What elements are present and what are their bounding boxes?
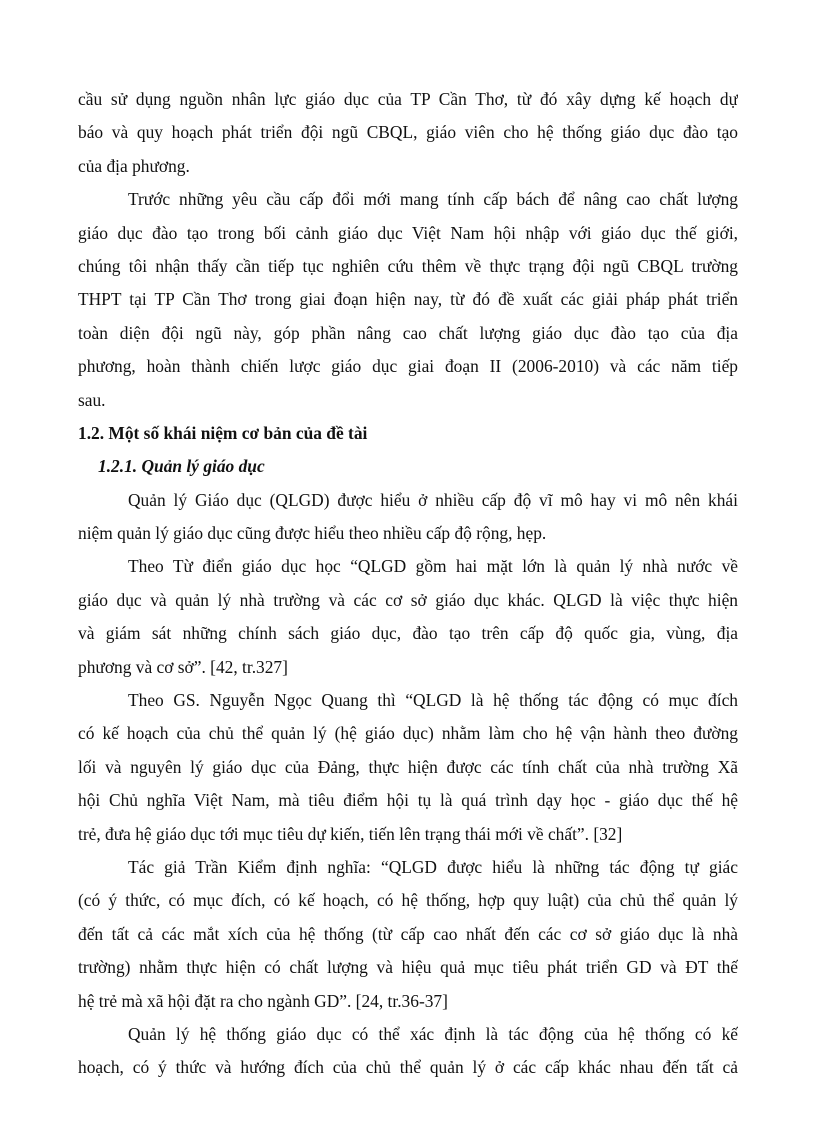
subsection-heading: 1.2.1. Quản lý giáo dục	[98, 456, 265, 477]
text-line: chúng tôi nhận thấy cần tiếp tục nghiên cứu thêm về thực trạng đội ngũ CBQL trường	[78, 255, 738, 276]
text-line: Theo Từ điển giáo dục học “QLGD gồm hai mặt lớn là quản lý nhà nước về	[128, 556, 738, 577]
text-line: Tác giả Trần Kiểm định nghĩa: “QLGD được hiểu là những tác động tự giác	[128, 856, 738, 877]
text-line: hệ trẻ mà xã hội đặt ra cho ngành GD”. [24, tr.36-37]	[78, 990, 448, 1011]
text-line: trẻ, đưa hệ giáo dục tới mục tiêu dự kiến, tiến lên trạng thái mới về chất”. [32]	[78, 823, 623, 844]
text-line: trường) nhằm thực hiện có chất lượng và hiệu quả mục tiêu phát triển GD và ĐT thế	[78, 957, 738, 978]
text-line: Quản lý Giáo dục (QLGD) được hiểu ở nhiều cấp độ vĩ mô hay vi mô nên khái	[128, 489, 738, 510]
text-line: sau.	[78, 389, 106, 410]
text-line: đến tất cả các mắt xích của hệ thống (từ cấp cao nhất đến các cơ sở giáo dục là nhà	[78, 923, 738, 944]
text-line: niệm quản lý giáo dục cũng được hiểu theo nhiều cấp độ rộng, hẹp.	[78, 523, 547, 544]
text-line: Theo GS. Nguyễn Ngọc Quang thì “QLGD là hệ thống tác động có mục đích	[128, 690, 738, 711]
text-line: báo và quy hoạch phát triển đội ngũ CBQL, giáo viên cho hệ thống giáo dục đào tạo	[78, 122, 738, 143]
text-line: hội Chủ nghĩa Việt Nam, mà tiêu điểm hội tụ là quá trình dạy học - giáo dục thế hệ	[78, 790, 738, 811]
text-line: Trước những yêu cầu cấp đổi mới mang tính cấp bách để nâng cao chất lượng	[128, 189, 738, 210]
text-line: toàn diện đội ngũ này, góp phần nâng cao chất lượng giáo dục đào tạo của địa	[78, 322, 738, 343]
text-line: THPT tại TP Cần Thơ trong giai đoạn hiện nay, từ đó đề xuất các giải pháp phát triển	[78, 289, 738, 310]
text-line: giáo dục đào tạo trong bối cảnh giáo dục Việt Nam hội nhập với giáo dục thế giới,	[78, 222, 738, 243]
text-line: (có ý thức, có mục đích, có kế hoạch, có hệ thống, hợp quy luật) của chủ thể quản lý	[78, 890, 738, 911]
text-line: có kế hoạch của chủ thể quản lý (hệ giáo dục) nhằm làm cho hệ vận hành theo đường	[78, 723, 738, 744]
text-line: giáo dục và quản lý nhà trường và các cơ sở giáo dục khác. QLGD là việc thực hiện	[78, 589, 738, 610]
text-line: Quản lý hệ thống giáo dục có thể xác định là tác động của hệ thống có kế	[128, 1023, 738, 1044]
section-heading: 1.2. Một số khái niệm cơ bản của đề tài	[78, 422, 368, 443]
text-line: phương và cơ sở”. [42, tr.327]	[78, 656, 288, 677]
text-line: và giám sát những chính sách giáo dục, đào tạo trên cấp độ quốc gia, vùng, địa	[78, 623, 738, 644]
text-line: lối và nguyên lý giáo dục của Đảng, thực hiện được các tính chất của nhà trường Xã	[78, 756, 738, 777]
text-line: hoạch, có ý thức và hướng đích của chủ thể quản lý ở các cấp khác nhau đến tất cả	[78, 1057, 738, 1078]
text-line: của địa phương.	[78, 155, 190, 176]
document-page	[78, 83, 738, 1085]
text-line: cầu sử dụng nguồn nhân lực giáo dục của TP Cần Thơ, từ đó xây dựng kế hoạch dự	[78, 89, 738, 109]
text-line: phương, hoàn thành chiến lược giáo dục giai đoạn II (2006-2010) và các năm tiếp	[78, 356, 738, 377]
